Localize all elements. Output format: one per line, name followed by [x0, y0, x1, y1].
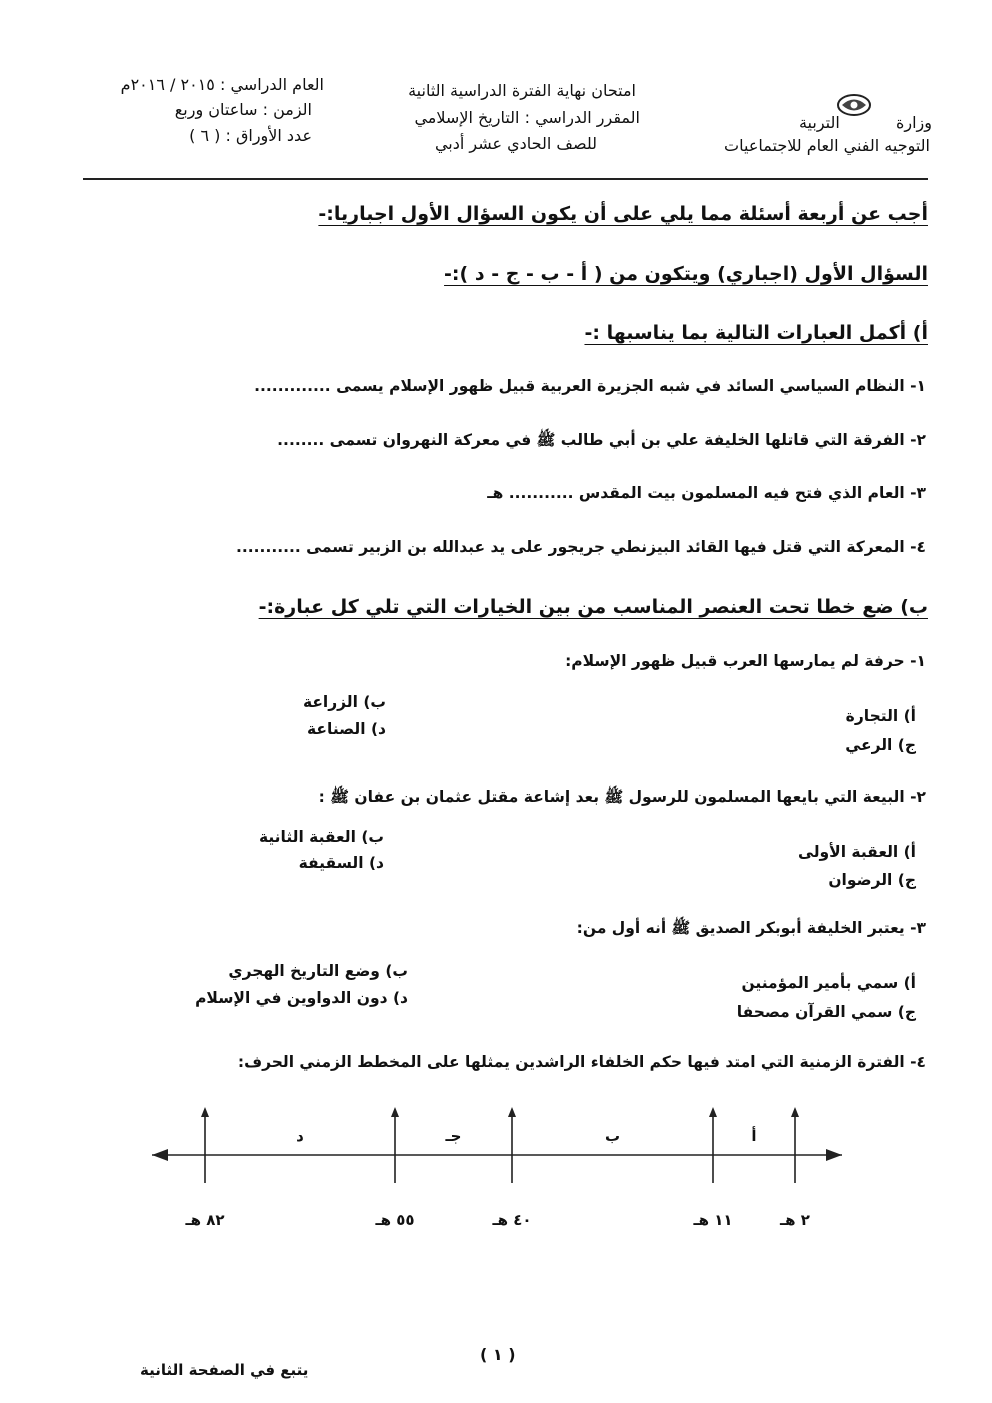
q2-option-d[interactable]: د) السقيفة	[298, 854, 384, 872]
q1-option-c[interactable]: ج) الرعي	[845, 736, 916, 754]
part-b-title: ب) ضع خطا تحت العنصر المناسب من بين الخيارات التي تلي كل عبارة:-	[258, 596, 928, 618]
q2-option-b[interactable]: ب) العقبة الثانية	[258, 828, 384, 846]
timeline-tick-arrow-icon	[709, 1107, 717, 1117]
timeline-segment-label: أ	[751, 1127, 757, 1145]
q3-option-d[interactable]: د) دون الدواوين في الإسلام	[195, 989, 408, 1007]
part-a-item-3: ٣- العام الذي فتح فيه المسلمون بيت المقدس ........... هـ	[487, 484, 926, 502]
q1-option-d[interactable]: د) الصناعة	[307, 720, 386, 738]
q1-option-b[interactable]: ب) الزراعة	[302, 693, 386, 711]
q3-option-b[interactable]: ب) وضع التاريخ الهجري	[228, 962, 408, 980]
part-b-question-2: ٢- البيعة التي بايعها المسلمون للرسول ﷺ بعد إشاعة مقتل عثمان بن عفان ﷺ :	[318, 788, 926, 806]
timeline-tick-label: ٤٠ هـ	[492, 1211, 532, 1229]
timeline-chart	[130, 1105, 850, 1235]
q1-option-a[interactable]: أ) التجارة	[845, 707, 916, 725]
part-a-item-2: ٢- الفرقة التي قاتلها الخليفة علي بن أبي طالب ﷺ في معركة النهروان تسمى ........	[277, 431, 926, 449]
part-b-question-3: ٣- يعتبر الخليفة أبوبكر الصديق ﷺ أنه أول من:	[576, 919, 926, 937]
timeline-tick-arrow-icon	[201, 1107, 209, 1117]
part-a-item-4: ٤- المعركة التي قتل فيها القائد البيزنطي جريجور على يد عبدالله بن الزبير تسمى ...........	[236, 538, 926, 556]
part-a-item-1: ١- النظام السياسي السائد في شبه الجزيرة العربية قبيل ظهور الإسلام يسمى .............	[254, 377, 926, 395]
timeline-tick-label: ٢ هـ	[780, 1211, 810, 1229]
continue-note: يتبع في الصفحة الثانية	[140, 1361, 309, 1379]
page-number: ( ١ )	[480, 1345, 516, 1364]
timeline-arrow-right-icon	[826, 1149, 842, 1161]
ministry-word-2: التربية	[798, 113, 840, 132]
q2-option-a[interactable]: أ) العقبة الأولى	[798, 843, 916, 861]
ministry-word-1: وزارة	[895, 113, 932, 132]
header-divider	[83, 178, 928, 180]
department-name: التوجيه الفني العام للاجتماعيات	[724, 136, 930, 155]
question-1-title: السؤال الأول (اجباري) ويتكون من ( أ - ب - ج - د ):-	[444, 263, 928, 285]
course-name: المقرر الدراسي : التاريخ الإسلامي	[414, 108, 640, 127]
timeline-arrow-left-icon	[152, 1149, 168, 1161]
timeline-tick-arrow-icon	[391, 1107, 399, 1117]
grade-name: للصف الحادي عشر أدبي	[434, 134, 597, 153]
academic-year: العام الدراسي : ٢٠١٥ / ٢٠١٦م	[120, 75, 324, 94]
page-count: عدد الأوراق : ( ٦ )	[189, 126, 312, 145]
part-a-title: أ) أكمل العبارات التالية بما يناسبها :-	[584, 322, 928, 344]
timeline-tick-arrow-icon	[508, 1107, 516, 1117]
q3-option-c[interactable]: ج) سمي القرآن مصحفا	[736, 1003, 916, 1021]
timeline-tick-label: ٥٥ هـ	[375, 1211, 415, 1229]
exam-instructions: أجب عن أربعة أسئلة مما يلي على أن يكون السؤال الأول اجباريا:-	[318, 203, 928, 225]
timeline-segment-label: جـ	[445, 1127, 462, 1145]
timeline-tick-arrow-icon	[791, 1107, 799, 1117]
timeline-tick-label: ١١ هـ	[693, 1211, 733, 1229]
timeline-tick-label: ٨٢ هـ	[185, 1211, 225, 1229]
exam-duration: الزمن : ساعتان وربع	[174, 100, 312, 119]
exam-title: امتحان نهاية الفترة الدراسية الثانية	[408, 81, 636, 100]
timeline-segment-label: د	[296, 1127, 304, 1145]
timeline-segment-label: ب	[604, 1127, 621, 1145]
q2-option-c[interactable]: ج) الرضوان	[828, 871, 916, 889]
ministry-logo-icon	[836, 92, 872, 118]
part-b-question-1: ١- حرفة لم يمارسها العرب قبيل ظهور الإسلام:	[565, 652, 926, 670]
q3-option-a[interactable]: أ) سمي بأمير المؤمنين	[741, 974, 916, 992]
part-b-question-4: ٤- الفترة الزمنية التي امتد فيها حكم الخلفاء الراشدين يمثلها على المخطط الزمني الحرف:	[237, 1053, 926, 1071]
